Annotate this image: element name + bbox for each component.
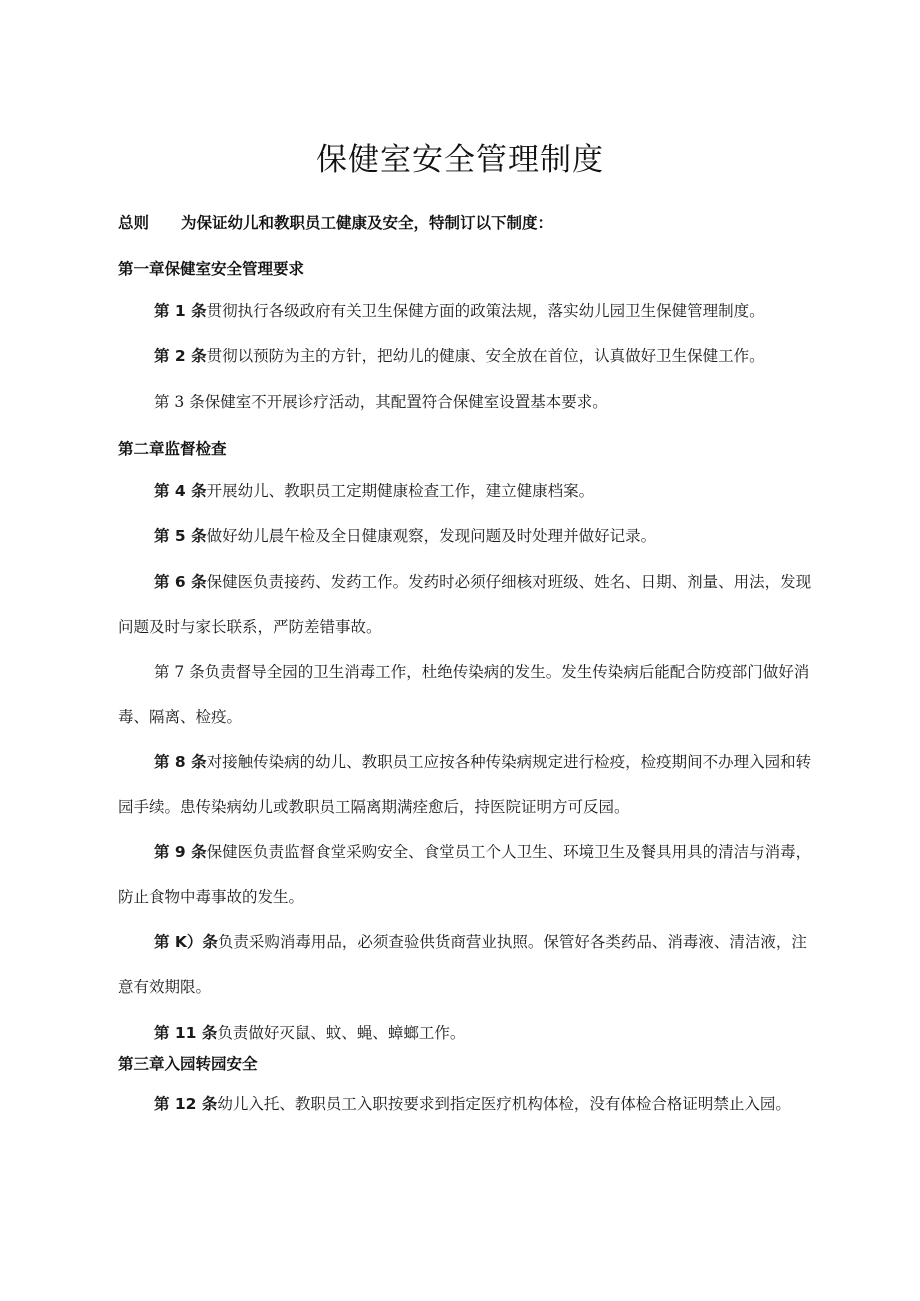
article-paragraph [118, 740, 818, 830]
article-text: 负责采购消毒用品，必须查验供货商营业执照。保管好各类药品、消毒液、清洁液，注意有效期限。 [118, 933, 807, 996]
article-text: 做好幼儿晨午检及全日健康观察，发现问题及时处理并做好记录。 [206, 527, 657, 545]
article-label: 第 4 条 [154, 482, 207, 500]
article-label: 第 8 条 [154, 753, 207, 771]
article-label: 第 6 条 [154, 573, 207, 591]
article-paragraph [118, 469, 818, 514]
article-label: 第 1 条 [154, 302, 207, 320]
article-paragraph [118, 560, 818, 650]
article-text: 保健医负责接药、发药工作。发药时必须仔细核对班级、姓名、日期、剂量、用法，发现问题及时与家长联系，严防差错事故。 [118, 573, 812, 636]
article-paragraph [118, 650, 818, 740]
article-label: 第 9 条 [154, 843, 207, 861]
article-paragraph [118, 920, 818, 1010]
article-label: 第 3 条 [154, 393, 205, 411]
article-text: 贯彻执行各级政府有关卫生保健方面的政策法规，落实幼儿园卫生保健管理制度。 [206, 302, 765, 320]
chapter-heading: 第三章入园转园安全 [118, 1055, 258, 1073]
general-label: 总则 [118, 214, 150, 232]
article-paragraph [118, 289, 818, 334]
article-text: 幼儿入托、教职员工入职按要求到指定医疗机构体检，没有体检合格证明禁止入园。 [217, 1095, 791, 1113]
chapter-heading: 第二章监督检查 [118, 440, 227, 458]
article-label: 第 7 条 [154, 663, 205, 681]
article-text: 保健室不开展诊疗活动，其配置符合保健室设置基本要求。 [204, 393, 608, 411]
article-label: 第 5 条 [154, 527, 207, 545]
article-label: 第 2 条 [154, 347, 207, 365]
article-paragraph [118, 514, 818, 559]
article-text: 开展幼儿、教职员工定期健康检查工作，建立健康档案。 [206, 482, 595, 500]
article-label: 第 K）条 [154, 933, 218, 951]
article-paragraph [118, 380, 818, 425]
article-paragraph [118, 334, 818, 379]
general-provisions [118, 211, 553, 233]
article-paragraph [118, 830, 818, 920]
article-paragraph [118, 1011, 818, 1056]
article-text: 保健医负责监督食堂采购安全、食堂员工个人卫生、环境卫生及餐具用具的清洁与消毒，防止食物中毒事故的发生。 [118, 843, 812, 906]
article-label: 第 12 条 [154, 1095, 218, 1113]
chapter-heading: 第一章保健室安全管理要求 [118, 260, 305, 278]
article-text: 贯彻以预防为主的方针，把幼儿的健康、安全放在首位，认真做好卫生保健工作。 [206, 347, 765, 365]
general-text: 为保证幼儿和教职员工健康及安全，特制订以下制度： [181, 214, 554, 232]
document-title: 保健室安全管理制度 [316, 142, 604, 178]
article-text: 负责做好灭鼠、蚊、蝇、蟑螂工作。 [217, 1024, 466, 1042]
article-paragraph [118, 1082, 818, 1127]
article-text: 对接触传染病的幼儿、教职员工应按各种传染病规定进行检疫，检疫期间不办理入园和转园手续。患传染病幼儿或教职员工隔离期满痊愈后，持医院证明方可反园。 [118, 753, 812, 816]
article-text: 负责督导全园的卫生消毒工作，杜绝传染病的发生。发生传染病后能配合防疫部门做好消毒、隔离、检疫。 [118, 663, 810, 726]
article-label: 第 11 条 [154, 1024, 218, 1042]
